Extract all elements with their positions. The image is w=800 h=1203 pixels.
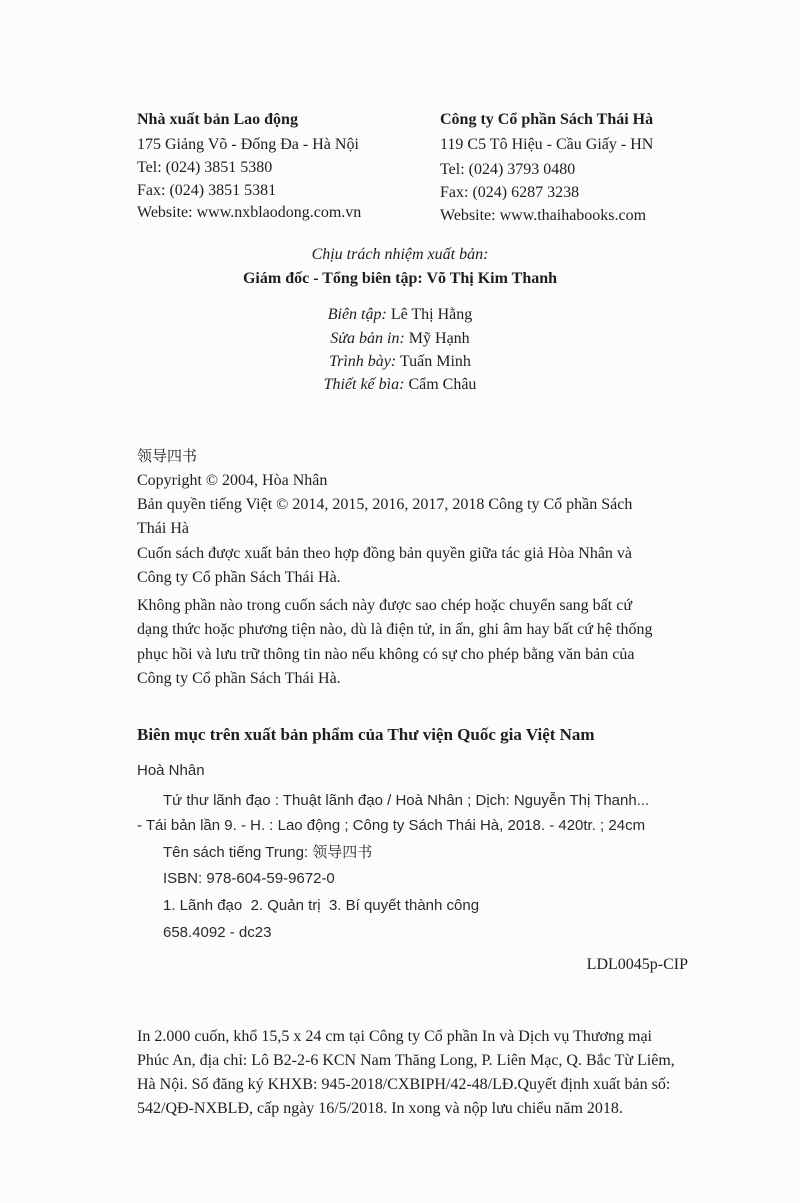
publisher-left-name: Nhà xuất bản Lao động [137, 111, 298, 128]
staff-name: Lê Thị Hằng [390, 306, 473, 323]
staff-layout [0, 352, 800, 372]
publisher-left-address: 175 Giảng Võ - Đống Đa - Hà Nội [137, 136, 359, 153]
staff-name: Cẩm Châu [408, 376, 477, 393]
rights-notice-line: dạng thức hoặc phương tiện nào, dù là điện tử, in ấn, ghi âm hay bất cứ hệ thống [137, 621, 653, 638]
vietnamese-copyright-line: Bản quyền tiếng Việt © 2014, 2015, 2016, 2017, 2018 Công ty Cổ phần Sách [137, 496, 633, 513]
staff-proofreader [0, 329, 800, 349]
printing-line: Phúc An, địa chỉ: Lô B2-2-6 KCN Nam Thăng Long, P. Liên Mạc, Q. Bắc Từ Liêm, [137, 1052, 675, 1069]
staff-role: Trình bày: [329, 353, 397, 370]
rights-notice-line: Không phần nào trong cuốn sách này được sao chép hoặc chuyển sang bất cứ [137, 597, 632, 614]
license-line-cont: Công ty Cổ phần Sách Thái Hà. [137, 569, 341, 586]
copyright-line: Copyright © 2004, Hòa Nhân [137, 472, 328, 489]
staff-role: Thiết kế bìa: [323, 376, 405, 393]
staff-role: Biên tập: [327, 306, 387, 323]
publisher-right-address: 119 C5 Tô Hiệu - Cầu Giấy - HN [440, 136, 654, 153]
rights-notice-line: phục hồi và lưu trữ thông tin nào nếu không có sự cho phép bằng văn bản của [137, 646, 635, 663]
staff-name: Mỹ Hạnh [408, 330, 470, 347]
vietnamese-copyright-line-cont: Thái Hà [137, 520, 189, 537]
director-label: Giám đốc - Tổng biên tập: [242, 270, 423, 287]
chinese-title-label: Tên sách tiếng Trung: [163, 844, 309, 861]
rights-notice-line: Công ty Cổ phần Sách Thái Hà. [137, 670, 341, 687]
license-line: Cuốn sách được xuất bản theo hợp đồng bản quyền giữa tác giả Hòa Nhân và [137, 545, 633, 562]
publisher-right-tel: Tel: (024) 3793 0480 [440, 161, 576, 178]
publisher-left-website: Website: www.nxblaodong.com.vn [137, 204, 362, 221]
printing-line: Hà Nội. Số đăng ký KHXB: 945-2018/CXBIPH/42-48/LĐ.Quyết định xuất bản số: [137, 1076, 671, 1093]
catalog-subjects: 1. Lãnh đạo 2. Quản trị 3. Bí quyết thành công [163, 897, 480, 914]
catalog-entry-cont: - Tái bản lần 9. - H. : Lao động ; Công ty Sách Thái Hà, 2018. - 420tr. ; 24cm [137, 817, 646, 834]
catalog-heading: Biên mục trên xuất bản phẩm của Thư viện Quốc gia Việt Nam [137, 725, 595, 744]
original-title: 领导四书 [137, 447, 198, 465]
chinese-title: 领导四书 [312, 843, 373, 861]
director-name: Võ Thị Kim Thanh [426, 270, 558, 287]
catalog-classification: 658.4092 - dc23 [163, 924, 272, 941]
publisher-left-tel: Tel: (024) 3851 5380 [137, 159, 273, 176]
staff-name: Tuấn Minh [399, 353, 471, 370]
staff-editor [0, 305, 800, 325]
publisher-left-fax: Fax: (024) 3851 5381 [137, 182, 277, 199]
catalog-chinese-title [163, 842, 372, 863]
catalog-isbn: ISBN: 978-604-59-9672-0 [163, 870, 335, 887]
responsibility-director [0, 269, 800, 289]
publisher-right-fax: Fax: (024) 6287 3238 [440, 184, 580, 201]
catalog-code: LDL0045p-CIP [586, 956, 688, 973]
printing-line: In 2.000 cuốn, khổ 15,5 x 24 cm tại Công ty Cổ phần In và Dịch vụ Thương mại [137, 1028, 652, 1045]
printing-line: 542/QĐ-NXBLĐ, cấp ngày 16/5/2018. In xong và nộp lưu chiểu năm 2018. [137, 1100, 623, 1117]
publisher-right-name: Công ty Cổ phần Sách Thái Hà [440, 111, 654, 128]
publisher-right-website: Website: www.thaihabooks.com [440, 207, 647, 224]
responsibility-heading: Chịu trách nhiệm xuất bản: [311, 246, 489, 263]
catalog-entry: Tứ thư lãnh đạo : Thuật lãnh đạo / Hoà Nhân ; Dịch: Nguyễn Thị Thanh... [163, 792, 650, 809]
staff-role: Sửa bản in: [330, 330, 405, 347]
catalog-author: Hoà Nhân [137, 762, 205, 779]
staff-cover-design [0, 375, 800, 395]
